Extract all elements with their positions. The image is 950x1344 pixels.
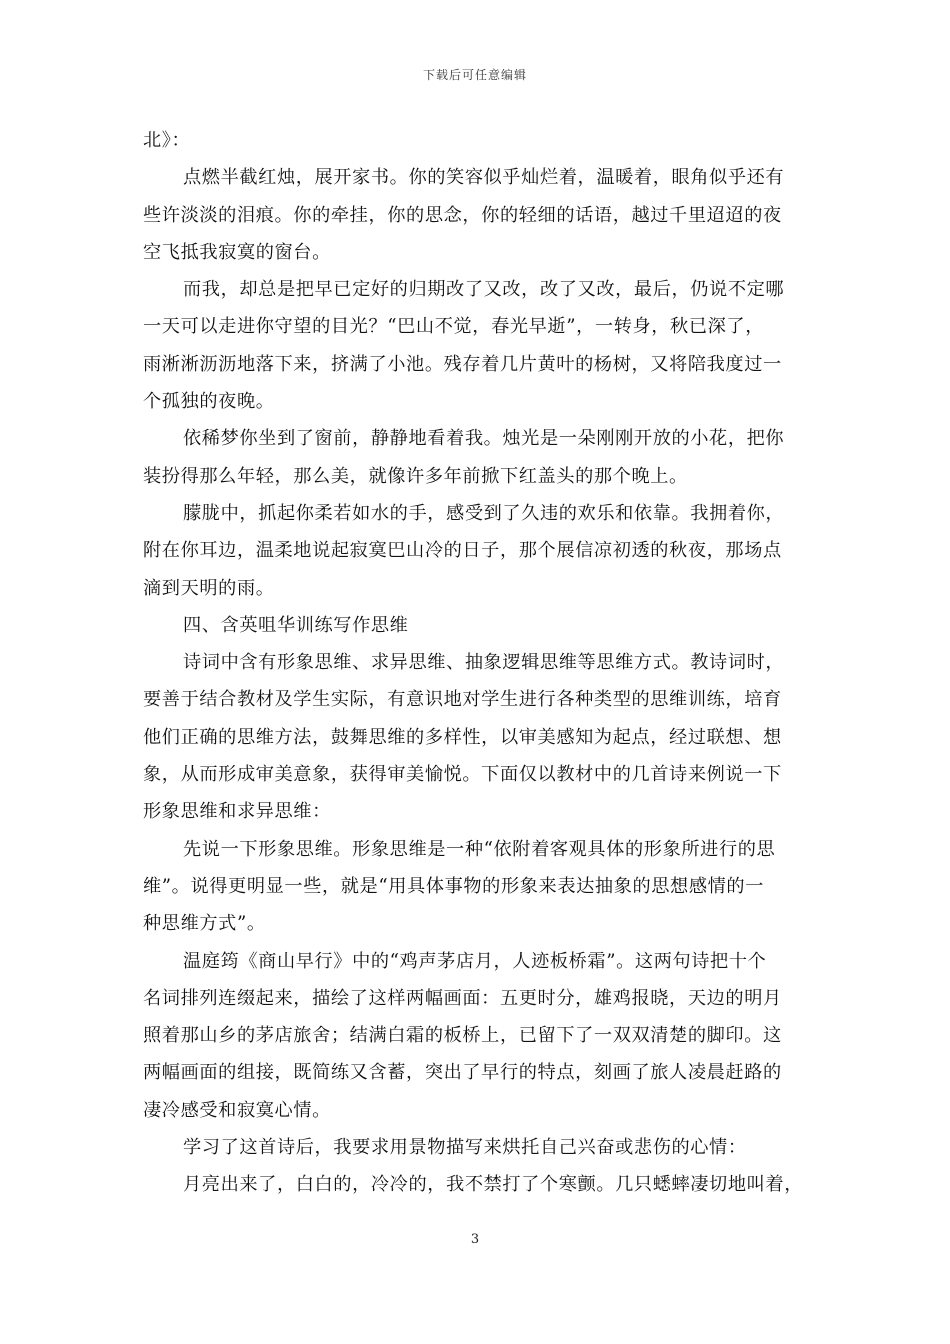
text-line: 温庭筠《商山早行》中的“鸡声茅店月，人迹板桥霜”。这两句诗把十个 bbox=[183, 950, 767, 972]
text-line: 装扮得那么年轻，那么美，就像许多年前掀下红盖头的那个晚上。 bbox=[143, 465, 688, 487]
text-line: 他们正确的思维方法，鼓舞思维的多样性，以审美感知为起点，经过联想、想 bbox=[143, 726, 782, 748]
text-line: 北》： bbox=[143, 130, 191, 151]
document-body bbox=[143, 122, 811, 1204]
text-line: 名词排列连缀起来，描绘了这样两幅画面：五更时分，雄鸡报晓，天边的明月 bbox=[143, 987, 782, 1009]
text-line: 要善于结合教材及学生实际，有意识地对学生进行各种类型的思维训练，培育 bbox=[143, 689, 782, 711]
text-line: 些许淡淡的泪痕。你的牵挂，你的思念，你的轻细的话语，越过千里迢迢的夜 bbox=[143, 204, 782, 226]
text-line: 而我，却总是把早已定好的归期改了又改，改了又改，最后，仍说不定哪 bbox=[183, 279, 785, 301]
text-line: 一天可以走进你守望的目光？“巴山不觉，春光早逝”，一转身，秋已深了， bbox=[143, 316, 764, 338]
text-line: 维”。说得更明显一些，就是“用具体事物的形象来表达抽象的思想感情的一 bbox=[143, 875, 764, 897]
text-line: 象，从而形成审美意象，获得审美愉悦。下面仅以教材中的几首诗来例说一下 bbox=[143, 764, 782, 786]
text-line: 点燃半截红烛，展开家书。你的笑容似乎灿烂着，温暖着，眼角似乎还有 bbox=[183, 167, 785, 189]
text-line: 诗词中含有形象思维、求异思维、抽象逻辑思维等思维方式。教诗词时， bbox=[183, 652, 785, 674]
text-line: 先说一下形象思维。形象思维是一种“依附着客观具体的形象所进行的思 bbox=[183, 838, 776, 860]
text-line: 朦胧中，抓起你柔若如水的手，感受到了久违的欢乐和依靠。我拥着你， bbox=[183, 502, 785, 524]
text-line: 形象思维和求异思维： bbox=[143, 801, 331, 823]
text-line: 照着那山乡的茅店旅舍；结满白霜的板桥上，已留下了一双双清楚的脚印。这 bbox=[143, 1025, 782, 1047]
text-line: 依稀梦你坐到了窗前，静静地看着我。烛光是一朵刚刚开放的小花，把你 bbox=[183, 428, 785, 450]
text-line: 空飞抵我寂寞的窗台。 bbox=[143, 241, 331, 263]
text-line: 个孤独的夜晚。 bbox=[143, 391, 275, 413]
page-header: 下载后可任意编辑 bbox=[422, 68, 527, 82]
page-number: 3 bbox=[470, 1232, 480, 1247]
text-line: 凄冷感受和寂寞心情。 bbox=[143, 1099, 331, 1121]
text-line: 月亮出来了，白白的，冷冷的，我不禁打了个寒颤。几只蟋蟀凄切地叫着， bbox=[183, 1174, 803, 1196]
text-line: 附在你耳边，温柔地说起寂寞巴山冷的日子，那个展信凉初透的秋夜，那场点 bbox=[143, 540, 782, 562]
text-line: 两幅画面的组接，既简练又含蓄，突出了早行的特点，刻画了旅人凌晨赶路的 bbox=[143, 1062, 782, 1084]
text-line: 滴到天明的雨。 bbox=[143, 577, 275, 599]
text-line: 种思维方式”。 bbox=[143, 913, 266, 935]
text-line: 四、含英咀华训练写作思维 bbox=[183, 614, 409, 636]
text-line: 雨淅淅沥沥地落下来，挤满了小池。残存着几片黄叶的杨树，又将陪我度过一 bbox=[143, 353, 782, 375]
text-line: 学习了这首诗后，我要求用景物描写来烘托自己兴奋或悲伤的心情： bbox=[183, 1137, 747, 1159]
